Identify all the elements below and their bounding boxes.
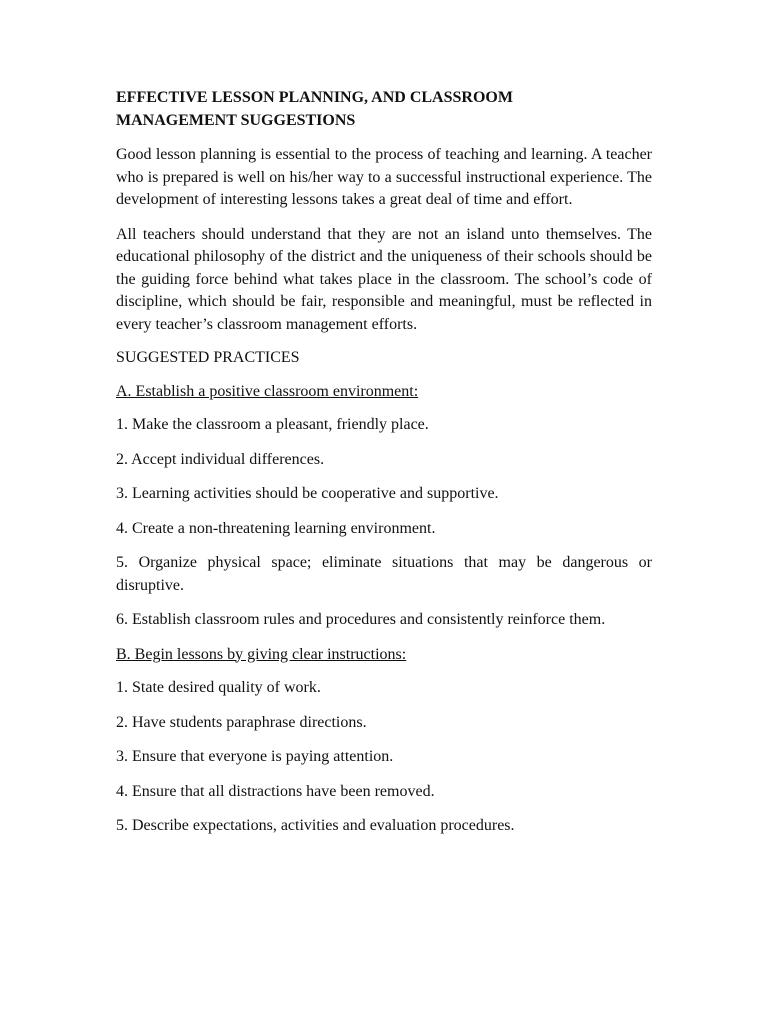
- list-item: 3. Ensure that everyone is paying attention.: [116, 748, 394, 765]
- section-a: [116, 381, 652, 632]
- philosophy-paragraph: All teachers should understand that they are not an island unto themselves. The educational philosophy of the district and the uniqueness of their schools should be the guiding force behind what takes place in the classroom. The school’s code of discipline, which should be fair, responsible and meaningful, must be reflected in every teacher’s classroom management efforts.: [116, 225, 652, 333]
- list-item: 1. Make the classroom a pleasant, friendly place.: [116, 416, 429, 433]
- list-item: 4. Ensure that all distractions have been removed.: [116, 782, 435, 800]
- list-item: 5. Organize physical space; eliminate situations that may be dangerous or disruptive.: [116, 554, 652, 594]
- list-item: 2. Accept individual differences.: [116, 450, 325, 468]
- title-line-1: EFFECTIVE LESSON PLANNING, AND CLASSROOM: [116, 89, 513, 106]
- list-item: 2. Have students paraphrase directions.: [116, 713, 367, 731]
- document-page: [116, 86, 652, 850]
- practices-heading: SUGGESTED PRACTICES: [116, 349, 300, 366]
- section-b: [116, 644, 652, 838]
- list-item: 1. State desired quality of work.: [116, 679, 321, 696]
- section-b-heading: B. Begin lessons by giving clear instructions:: [116, 645, 407, 663]
- title-line-2: MANAGEMENT SUGGESTIONS: [116, 112, 356, 129]
- document-title: [116, 86, 652, 132]
- intro-paragraph: Good lesson planning is essential to the process of teaching and learning. A teacher who is prepared is well on his/her way to a successful instructional experience. The development of interesting lessons takes a great deal of time and effort.: [116, 146, 652, 208]
- list-item: 3. Learning activities should be cooperative and supportive.: [116, 485, 499, 502]
- section-a-heading: A. Establish a positive classroom environment:: [116, 382, 419, 400]
- list-item: 4. Create a non-threatening learning environment.: [116, 519, 436, 537]
- list-item: 6. Establish classroom rules and procedures and consistently reinforce them.: [116, 611, 606, 628]
- list-item: 5. Describe expectations, activities and evaluation procedures.: [116, 817, 515, 834]
